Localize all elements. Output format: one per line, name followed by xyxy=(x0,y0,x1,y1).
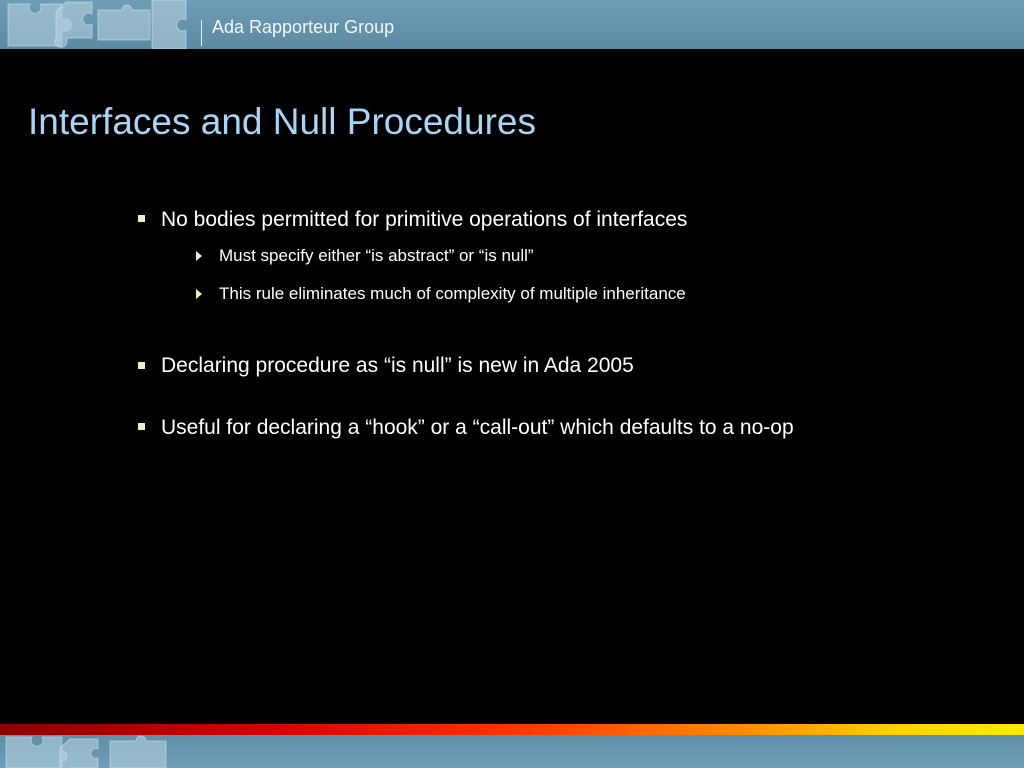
square-bullet-icon xyxy=(138,362,145,369)
header-bar xyxy=(0,0,1024,49)
square-bullet-icon xyxy=(138,215,145,222)
square-bullet-icon xyxy=(138,423,145,430)
bullet-item: No bodies permitted for primitive operations of interfaces xyxy=(161,208,688,231)
triangle-bullet-icon xyxy=(196,289,202,299)
slide-title: Interfaces and Null Procedures xyxy=(28,101,536,142)
triangle-bullet-icon xyxy=(196,251,202,261)
header-title: Ada Rapporteur Group xyxy=(212,17,395,37)
sub-bullet-item: Must specify either “is abstract” or “is null” xyxy=(219,246,534,265)
footer-bar xyxy=(0,735,1024,768)
footer-gradient-stripe xyxy=(0,724,1024,735)
bullet-item: Declaring procedure as “is null” is new in Ada 2005 xyxy=(161,354,634,377)
bullet-item: Useful for declaring a “hook” or a “call-out” which defaults to a no-op xyxy=(161,416,794,439)
puzzle-pieces-icon xyxy=(0,735,180,768)
sub-bullet-item: This rule eliminates much of complexity of multiple inheritance xyxy=(219,284,686,303)
puzzle-pieces-icon xyxy=(0,0,200,49)
header-divider xyxy=(201,20,202,46)
